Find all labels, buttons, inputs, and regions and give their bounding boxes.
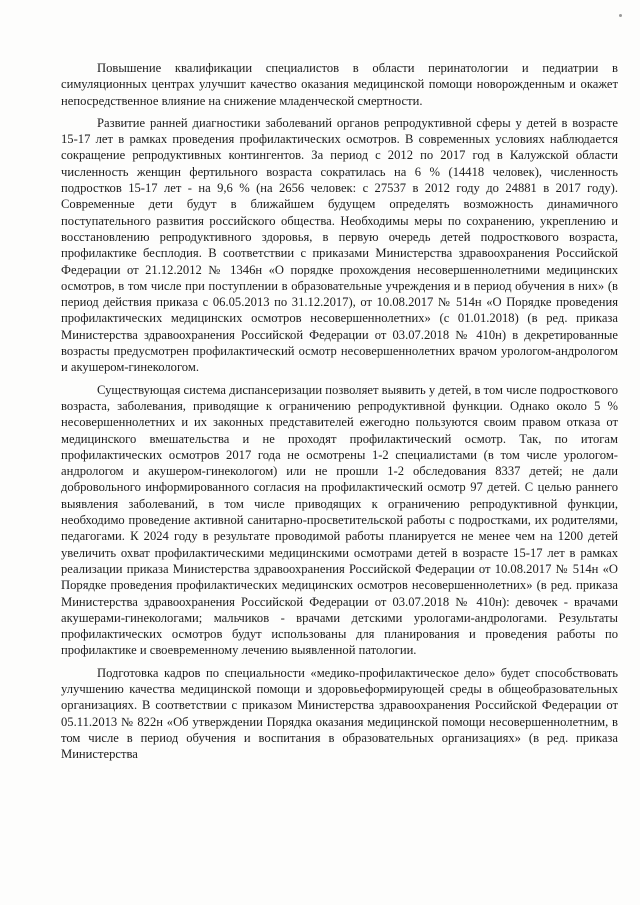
- scan-speck: [619, 14, 622, 17]
- document-body: [61, 60, 618, 762]
- paragraph-dispensary-system: Существующая система диспансеризации позволяет выявить у детей, в том числе подросткового возраста, заболевания, приводящие к ограничению репродуктивной функции. Однако около 5 % несовершеннолетних и их законных представителей ежегодно пользуются своим правом отказа от медицинского вмешательства и не проходят профилактический осмотр. Так, по итогам профилактических осмотров 2017 года не осмотрены 1-2 специалистами (в том числе урологом-андрологом и акушером-гинекологом) или не прошли 1-2 обследования 8337 детей; не дали добровольного информированного согласия на профилактический осмотр 97 детей. С целью раннего выявления заболеваний, в том числе приводящих к ограничению репродуктивной функции, необходимо проведение активной санитарно-просветительской работы с подростками, их родителями, педагогами. К 2024 году в результате проводимой работы планируется не менее чем на 1200 детей увеличить охват профилактическими медицинскими осмотрами детей в возрасте 15-17 лет в рамках реализации приказа Министерства здравоохранения Российской Федерации от 10.08.2017 № 514н «О Порядке проведения профилактических медицинских осмотров несовершеннолетних» (в ред. приказа Министерства здравоохранения Российской Федерации от 03.07.2018 № 410н): девочек - врачами акушерами-гинекологами; мальчиков - врачами детскими урологами-андрологами. Результаты профилактических осмотров будут использованы для планирования и проведения работы по профилактике и своевременному лечению выявленной патологии.: [61, 382, 618, 658]
- paragraph-simulation-centers: Повышение квалификации специалистов в области перинатологии и педиатрии в симуляционных центрах улучшит качество оказания медицинской помощи новорожденным и окажет непосредственное влияние на снижение младенческой смертности.: [61, 61, 618, 108]
- paragraph-reproductive-diagnostics: Развитие ранней диагностики заболеваний органов репродуктивной сферы у детей в возрасте 15-17 лет в рамках проведения профилактических осмотров. В современных условиях наблюдается сокращение репродуктивных контингентов. За период с 2012 по 2017 год в Калужской области численность женщин фертильного возраста сократилась на 6 % (14418 человек), численность подростков 15-17 лет - на 9,6 % (на 2656 человек: с 27537 в 2012 году до 24881 в 2017 году). Современные дети будут в ближайшем будущем определять возможность динамичного поступательного развития российского общества. Необходимы меры по сохранению, укреплению и восстановлению репродуктивного здоровья, в первую очередь детей подросткового возраста, профилактике бесплодия. В соответствии с приказами Министерства здравоохранения Российской Федерации от 21.12.2012 № 1346н «О порядке прохождения несовершеннолетними медицинских осмотров, в том числе при поступлении в образовательные учреждения и в период обучения в них» (в период действия приказа с 06.05.2013 по 31.12.2017), от 10.08.2017 № 514н «О Порядке проведения профилактических медицинских осмотров несовершеннолетних» (с 01.01.2018) (в ред. приказа Министерства здравоохранения Российской Федерации от 03.07.2018 № 410н) в декретированные возрасты предусмотрен профилактический осмотр несовершеннолетних врачом урологом-андрологом и акушером-гинекологом.: [61, 115, 618, 375]
- paragraph-staff-training: Подготовка кадров по специальности «медико-профилактическое дело» будет способствовать улучшению качества медицинской помощи и здоровьеформирующей среды в общеобразовательных организациях. В соответствии с приказом Министерства здравоохранения Российской Федерации от 05.11.2013 № 822н «Об утверждении Порядка оказания медицинской помощи несовершеннолетним, в том числе в период обучения и воспитания в образовательных организациях» (в ред. приказа Министерства: [61, 665, 618, 762]
